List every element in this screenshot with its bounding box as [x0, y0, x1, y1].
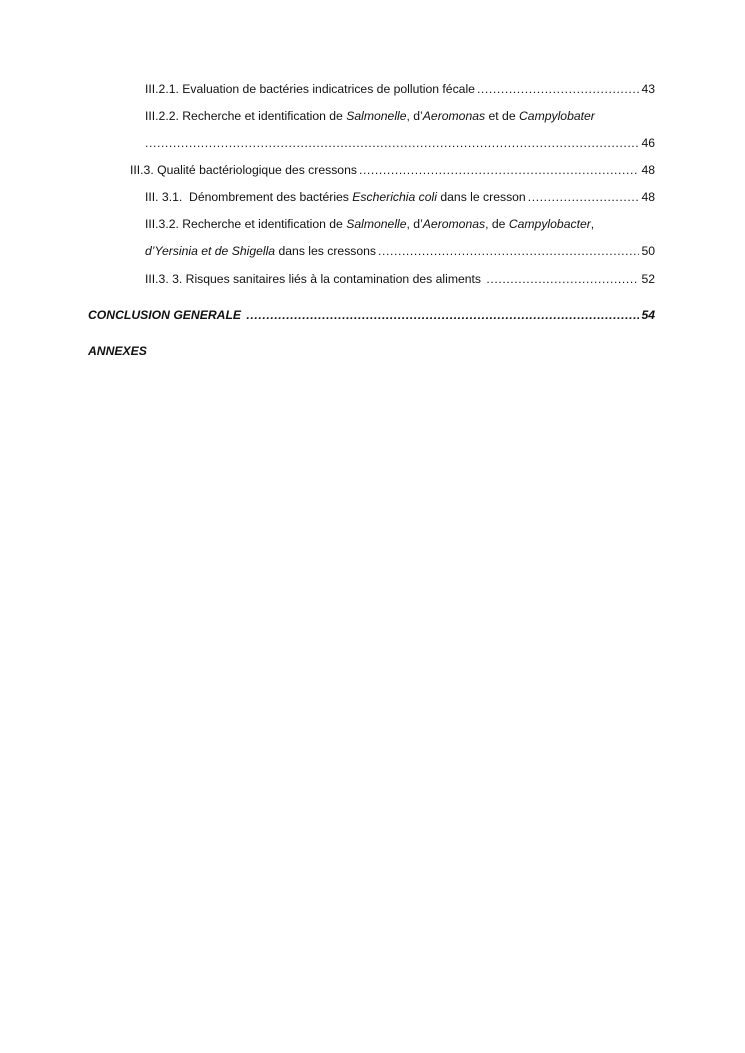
toc-entry-annexes[interactable]: [88, 343, 147, 359]
toc-entry-iii-3-3[interactable]: [145, 271, 655, 287]
dot-leader: [145, 135, 639, 151]
organism-name: Campylobater: [519, 109, 595, 123]
toc-entry-conclusion[interactable]: [88, 307, 655, 323]
toc-entry-label: III.3. 3. Risques sanitaires liés à la contamination des aliments: [145, 272, 485, 286]
text-fragment: dans les cressons: [275, 244, 377, 258]
text-fragment: dans le cresson: [436, 190, 526, 204]
text-fragment: et de: [485, 109, 519, 123]
toc-entry-label: [145, 243, 376, 259]
toc-page-number: 54: [641, 308, 655, 322]
dot-leader: [486, 271, 639, 287]
toc-entry-iii-2-2[interactable]: [145, 108, 595, 124]
organism-name: Campylobacter: [508, 217, 591, 231]
toc-entry-iii-3-2[interactable]: [145, 216, 594, 232]
toc-page-number: 52: [641, 272, 655, 286]
text-fragment: III. 3.1. Dénombrement des bactéries: [145, 190, 353, 204]
toc-entry-iii-3[interactable]: [130, 162, 655, 178]
organism-name: d’Yersinia et de Shigella: [145, 244, 276, 258]
toc-page-number: 48: [641, 190, 655, 204]
toc-entry-label: III.2.2. Recherche et identification de: [145, 109, 347, 123]
toc-entry-label: III.3.2. Recherche et identification de: [145, 217, 347, 231]
toc-entry-iii-2-2-continued[interactable]: [145, 135, 655, 151]
text-fragment: , de: [485, 217, 509, 231]
text-fragment: ,: [590, 217, 595, 231]
toc-page-number: 43: [641, 82, 655, 96]
text-fragment: , d’: [406, 109, 423, 123]
toc-entry-label: III.3. Qualité bactériologique des cressons: [130, 163, 357, 177]
organism-name: Salmonelle: [346, 109, 407, 123]
dot-leader: [246, 307, 639, 323]
toc-entry-iii-2-1[interactable]: [145, 81, 655, 97]
organism-name: Salmonelle: [346, 217, 407, 231]
organism-name: Aeromonas: [422, 109, 486, 123]
toc-page-number: 50: [641, 244, 655, 258]
organism-name: Escherichia coli: [352, 190, 437, 204]
organism-name: Aeromonas: [422, 217, 486, 231]
dot-leader: [477, 81, 640, 97]
dot-leader: [528, 189, 640, 205]
toc-entry-iii-3-1[interactable]: [145, 189, 655, 205]
dot-leader: [359, 162, 639, 178]
toc-entry-iii-3-2-continued[interactable]: [145, 243, 655, 259]
text-fragment: , d’: [406, 217, 423, 231]
toc-entry-label: CONCLUSION GENERALE: [88, 308, 245, 322]
toc-entry-label: III.2.1. Evaluation de bactéries indicatrices de pollution fécale: [145, 82, 475, 96]
toc-entry-label: ANNEXES: [88, 344, 147, 358]
dot-leader: [378, 243, 639, 259]
toc-page-number: 48: [641, 163, 655, 177]
toc-entry-label: [145, 189, 526, 205]
toc-page-number: 46: [641, 136, 655, 150]
